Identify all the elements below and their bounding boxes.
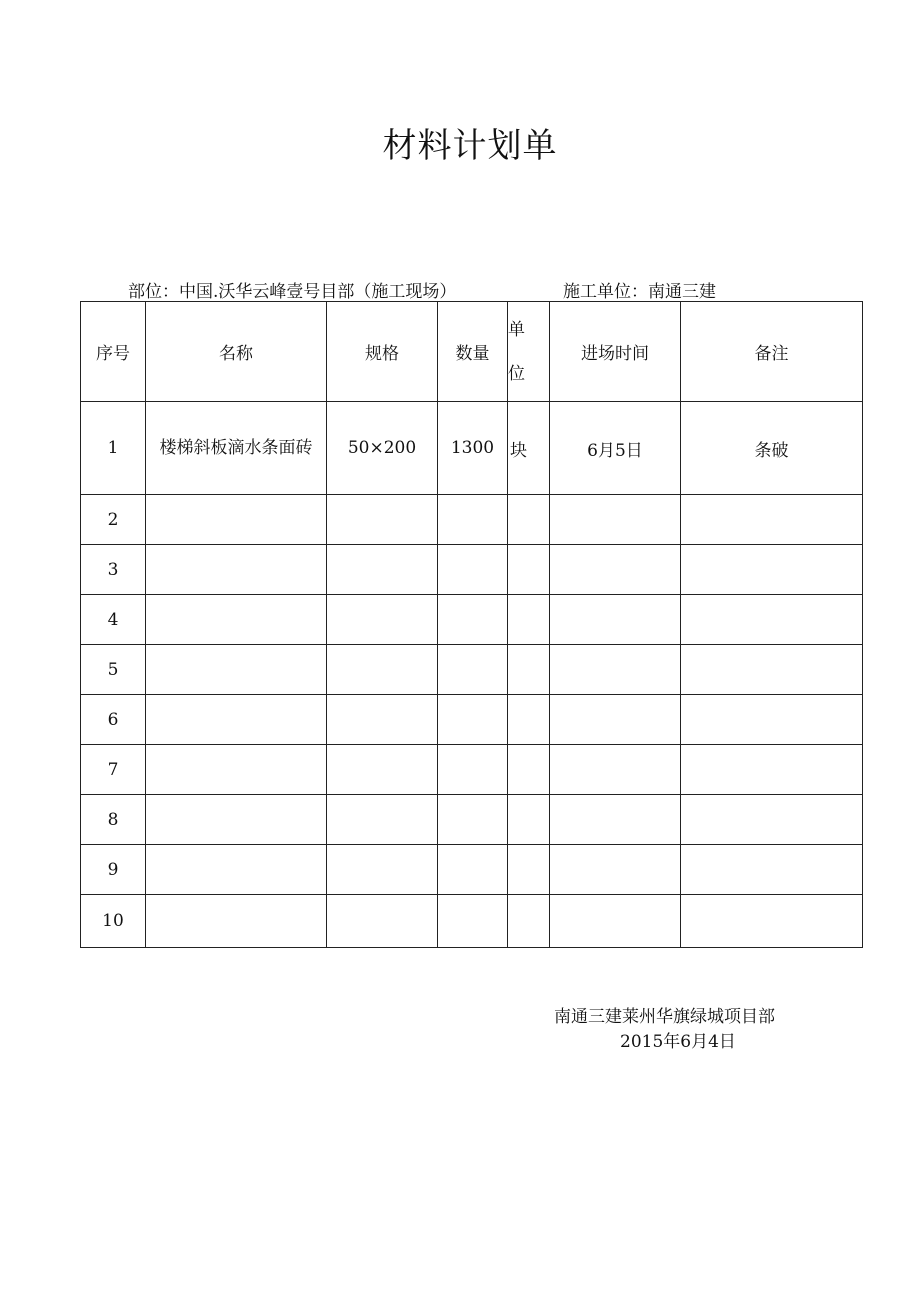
- cell-spec: [327, 895, 438, 948]
- table-row: [81, 845, 863, 895]
- header-spec: 规格: [327, 302, 438, 402]
- cell-seq: 1: [81, 402, 146, 495]
- cell-qty: [438, 595, 508, 645]
- table-row: [81, 645, 863, 695]
- cell-name: [146, 895, 327, 948]
- material-plan-table: [80, 301, 863, 948]
- cell-remark: [681, 745, 863, 795]
- cell-remark: [681, 595, 863, 645]
- cell-name: [146, 495, 327, 545]
- cell-qty: [438, 645, 508, 695]
- cell-seq: 6: [81, 695, 146, 745]
- header-qty: 数量: [438, 302, 508, 402]
- cell-qty: [438, 495, 508, 545]
- cell-seq: 3: [81, 545, 146, 595]
- cell-remark: [681, 695, 863, 745]
- cell-spec: [327, 795, 438, 845]
- cell-name: [146, 595, 327, 645]
- cell-qty: [438, 845, 508, 895]
- header-arrival: 进场时间: [550, 302, 681, 402]
- cell-spec: [327, 495, 438, 545]
- cell-qty: 1300: [438, 402, 508, 495]
- cell-arrival: [550, 595, 681, 645]
- cell-name: [146, 695, 327, 745]
- cell-arrival: [550, 795, 681, 845]
- cell-spec: [327, 695, 438, 745]
- cell-qty: [438, 745, 508, 795]
- page-title: 材料计划单: [382, 126, 558, 166]
- cell-qty: [438, 695, 508, 745]
- table-row: [81, 595, 863, 645]
- cell-seq: 5: [81, 645, 146, 695]
- cell-unit: [508, 845, 550, 895]
- cell-remark: [681, 895, 863, 948]
- cell-name: [146, 545, 327, 595]
- cell-name: [146, 795, 327, 845]
- header-unit: [508, 302, 550, 402]
- table-row: [81, 795, 863, 845]
- cell-remark: [681, 495, 863, 545]
- footer-organization: 南通三建莱州华旗绿城项目部: [554, 1007, 775, 1027]
- header-seq: 序号: [81, 302, 146, 402]
- table-row: [81, 545, 863, 595]
- cell-qty: [438, 895, 508, 948]
- cell-unit: 块: [508, 402, 550, 495]
- cell-name: [146, 745, 327, 795]
- cell-seq: 7: [81, 745, 146, 795]
- cell-remark: [681, 545, 863, 595]
- cell-unit: [508, 645, 550, 695]
- cell-seq: 2: [81, 495, 146, 545]
- header-unit-line2: 位: [508, 363, 525, 384]
- contractor-label: 施工单位：南通三建: [563, 282, 716, 302]
- cell-name: 楼梯斜板滴水条面砖: [146, 402, 327, 495]
- cell-qty: [438, 545, 508, 595]
- cell-unit: [508, 545, 550, 595]
- cell-remark: [681, 795, 863, 845]
- cell-unit: [508, 795, 550, 845]
- cell-unit: [508, 495, 550, 545]
- cell-arrival: [550, 645, 681, 695]
- header-remark: 备注: [681, 302, 863, 402]
- cell-name: [146, 845, 327, 895]
- cell-remark: [681, 845, 863, 895]
- cell-seq: 10: [81, 895, 146, 948]
- cell-seq: 8: [81, 795, 146, 845]
- table-header-row: [81, 302, 863, 402]
- cell-spec: 50×200: [327, 402, 438, 495]
- cell-unit: [508, 595, 550, 645]
- header-name: 名称: [146, 302, 327, 402]
- cell-name: [146, 645, 327, 695]
- cell-spec: [327, 595, 438, 645]
- cell-arrival: 6月5日: [550, 402, 681, 495]
- table-row: [81, 495, 863, 545]
- cell-qty: [438, 795, 508, 845]
- cell-remark: [681, 645, 863, 695]
- cell-arrival: [550, 895, 681, 948]
- cell-spec: [327, 845, 438, 895]
- cell-seq: 9: [81, 845, 146, 895]
- cell-remark: 条破: [681, 402, 863, 495]
- cell-arrival: [550, 545, 681, 595]
- cell-arrival: [550, 495, 681, 545]
- cell-unit: [508, 695, 550, 745]
- cell-unit: [508, 745, 550, 795]
- table-row: [81, 695, 863, 745]
- table-row: [81, 402, 863, 495]
- cell-spec: [327, 545, 438, 595]
- cell-arrival: [550, 845, 681, 895]
- cell-arrival: [550, 695, 681, 745]
- cell-seq: 4: [81, 595, 146, 645]
- table-row: [81, 895, 863, 948]
- location-label: 部位：中国.沃华云峰壹号目部（施工现场）: [128, 282, 457, 302]
- table-row: [81, 745, 863, 795]
- cell-spec: [327, 745, 438, 795]
- cell-spec: [327, 645, 438, 695]
- cell-arrival: [550, 745, 681, 795]
- header-unit-line1: 单: [508, 319, 525, 340]
- footer-date: 2015年6月4日: [620, 1032, 736, 1052]
- cell-unit: [508, 895, 550, 948]
